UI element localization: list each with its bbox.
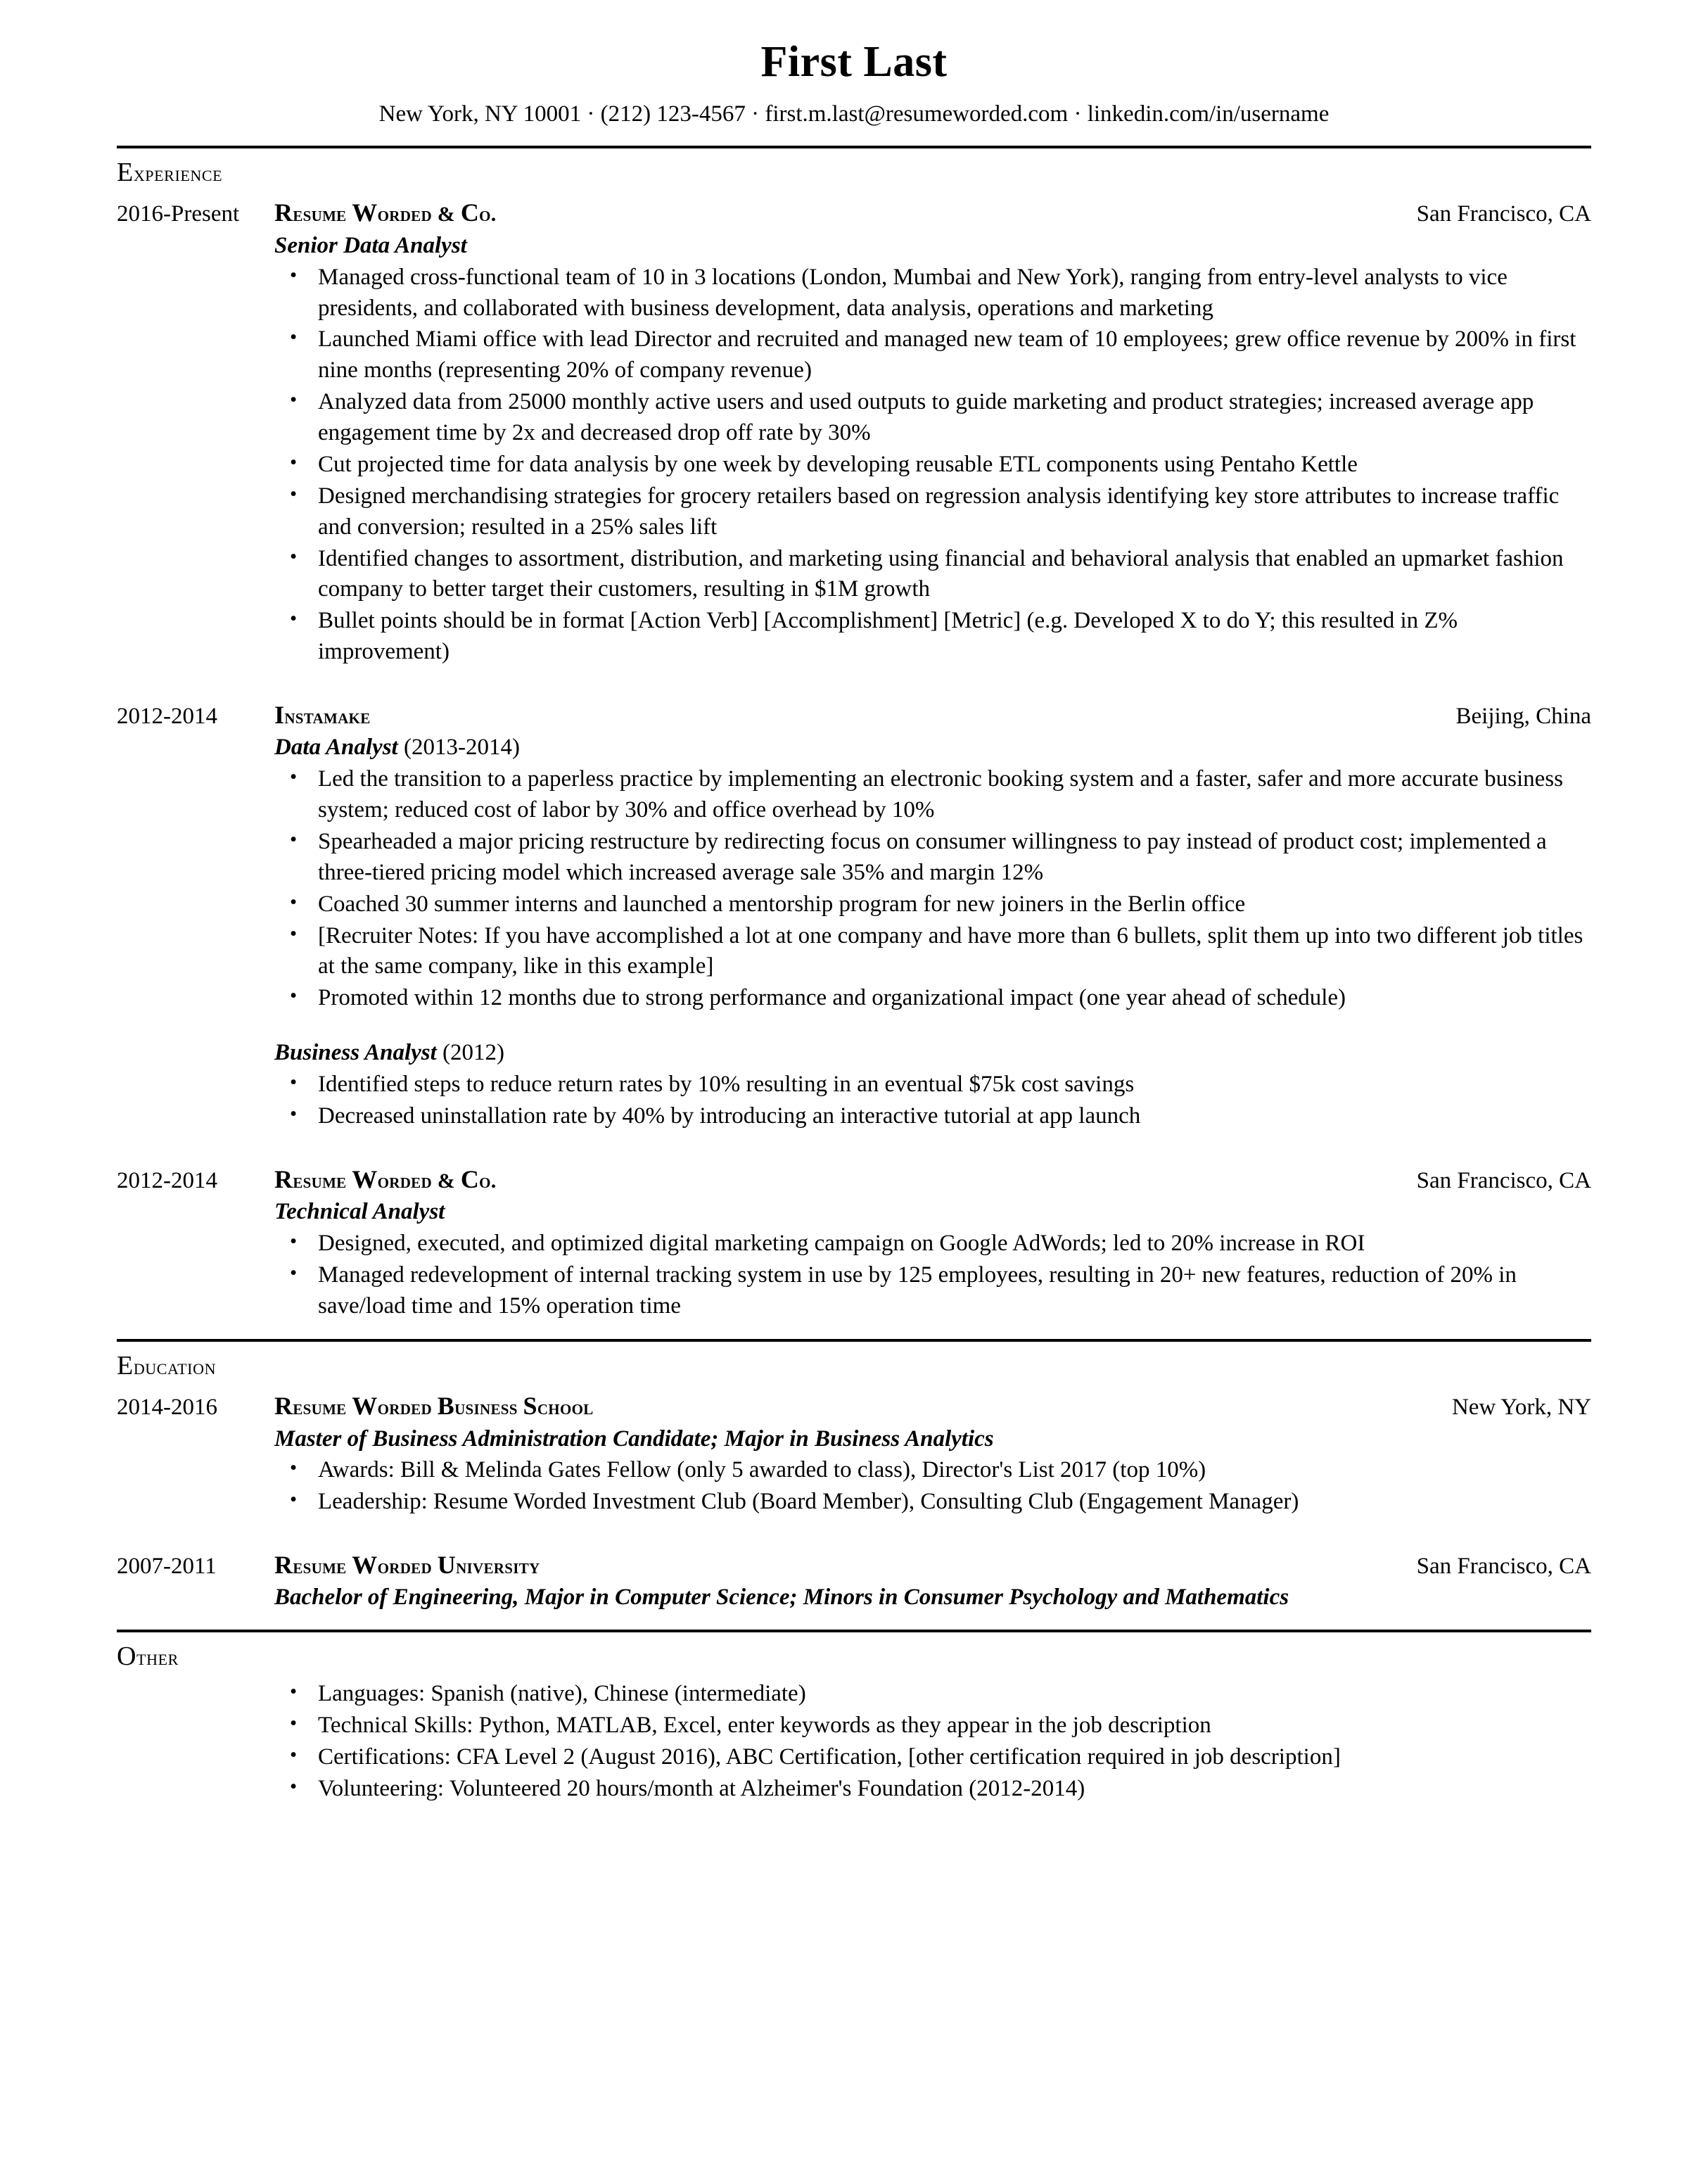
org-rest3: niversity xyxy=(456,1555,540,1579)
org-cap: R xyxy=(274,1551,293,1580)
education-degree-row xyxy=(274,1423,1591,1454)
section-heading-education-capital: E xyxy=(117,1350,134,1380)
experience-job-title: Data Analyst xyxy=(274,735,398,761)
experience-entry xyxy=(117,1164,1591,1322)
experience-dates: 2016-Present xyxy=(117,201,240,227)
bullet-item: • Promoted within 12 months due to strong performance and organizational impact (one year ahead of schedule) xyxy=(117,983,1591,1014)
experience-subrole-title-row xyxy=(274,1038,1591,1068)
experience-entry-header xyxy=(117,1164,1591,1195)
section-heading-experience-rest: xperience xyxy=(133,160,223,186)
section-heading-experience-capital: E xyxy=(117,157,134,187)
org-cap3: C xyxy=(460,198,480,227)
bullet-item: • Bullet points should be in format [Action Verb] [Accomplishment] [Metric] (e.g. Developed X to do Y; this resulted in Z% improvement) xyxy=(117,606,1591,668)
other-divider xyxy=(117,1630,1591,1632)
org-rest2: orded & xyxy=(377,1169,461,1193)
experience-entry xyxy=(117,197,1591,668)
org-cap2: W xyxy=(352,1551,378,1580)
bullet-item: • Managed cross-functional team of 10 in 3 locations (London, Mumbai and New York), ranging from entry-level analysts to vice presidents, and collaborated with business development, data analysis, operations and marketing xyxy=(117,262,1591,324)
org-cap3: C xyxy=(460,1164,480,1193)
spacer xyxy=(117,1518,1591,1539)
bullet-item: • [Recruiter Notes: If you have accomplished a lot at one company and have more than 6 bullets, split them up into two different job titles at the same company, like in this example] xyxy=(117,921,1591,983)
education-bullet-list xyxy=(117,1455,1591,1518)
bullet-item: • Awards: Bill & Melinda Gates Fellow (only 5 awarded to class), Director's List 2017 (top 10%) xyxy=(117,1455,1591,1486)
org-rest: esume xyxy=(293,1169,352,1193)
org-rest: esume xyxy=(293,203,352,227)
education-location: San Francisco, CA xyxy=(1416,1554,1591,1580)
bullet-item: • Languages: Spanish (native), Chinese (intermediate) xyxy=(117,1679,1591,1710)
org-cap3: U xyxy=(437,1551,457,1580)
education-entry-header xyxy=(117,1549,1591,1581)
bullet-item: • Identified steps to reduce return rates by 10% resulting in an eventual $75k cost savings xyxy=(117,1069,1591,1100)
org-rest3: o. xyxy=(479,1169,497,1193)
bullet-item: • Identified changes to assortment, distribution, and marketing using financial and behavioral analysis that enabled an upmarket fashion company to better target their customers, resulting in $1M growth xyxy=(117,544,1591,606)
experience-location: San Francisco, CA xyxy=(1416,1167,1591,1193)
org-cap4: S xyxy=(523,1392,537,1421)
org-rest2: orded xyxy=(377,1555,438,1579)
experience-job-title-years: (2013-2014) xyxy=(397,735,520,761)
bullet-item: • Technical Skills: Python, MATLAB, Excel, enter keywords as they appear in the job description xyxy=(117,1710,1591,1741)
experience-job-title-row xyxy=(274,229,1591,261)
education-entry xyxy=(117,1390,1591,1518)
bullet-item: • Coached 30 summer interns and launched a mentorship program for new joiners in the Berlin office xyxy=(117,889,1591,920)
org-rest4: chool xyxy=(537,1396,594,1420)
education-entry xyxy=(117,1549,1591,1613)
bullet-item: • Leadership: Resume Worded Investment Club (Board Member), Consulting Club (Engagement Manager) xyxy=(117,1487,1591,1518)
org-rest2: orded & xyxy=(377,203,461,227)
bullet-item: • Volunteering: Volunteered 20 hours/month at Alzheimer's Foundation (2012-2014) xyxy=(117,1774,1591,1805)
education-dates: 2014-2016 xyxy=(117,1395,217,1421)
education-degree: Master of Business Administration Candidate; Major in Business Analytics xyxy=(274,1426,994,1452)
experience-job-title-row xyxy=(274,1195,1591,1227)
experience-job-title: Technical Analyst xyxy=(274,1199,445,1225)
experience-job-title: Senior Data Analyst xyxy=(274,232,467,258)
org-cap: R xyxy=(274,1164,293,1193)
bullet-item: • Decreased uninstallation rate by 40% by introducing an interactive tutorial at app launch xyxy=(117,1101,1591,1132)
experience-location: Beijing, China xyxy=(1455,704,1591,729)
education-degree: Bachelor of Engineering, Major in Computer Science; Minors in Consumer Psychology and Mathematics xyxy=(274,1585,1289,1611)
education-location: New York, NY xyxy=(1451,1395,1591,1421)
bullet-item: • Launched Miami office with lead Director and recruited and managed new team of 10 employees; grew office revenue by 200% in first nine months (representing 20% of company revenue) xyxy=(117,324,1591,386)
experience-job-title-row xyxy=(274,731,1591,763)
spacer xyxy=(117,668,1591,690)
section-heading-education-rest: ducation xyxy=(133,1354,217,1379)
org-cap3: B xyxy=(437,1392,455,1421)
education-entry-header xyxy=(117,1390,1591,1422)
other-bullet-list xyxy=(117,1679,1591,1805)
candidate-name: First Last xyxy=(760,38,948,86)
experience-organization xyxy=(274,699,1456,731)
spacer xyxy=(117,1133,1591,1154)
education-divider xyxy=(117,1339,1591,1342)
experience-organization xyxy=(274,1164,1417,1195)
contact-line: New York, NY 10001 · (212) 123-4567 · first.m.last@resumeworded.com · linkedin.com/in/username xyxy=(378,101,1330,127)
bullet-item: • Managed redevelopment of internal tracking system in use by 125 employees, resulting in 20+ new features, reduction of 20% in save/load time and 15% operation time xyxy=(117,1260,1591,1322)
bullet-item: • Designed, executed, and optimized digital marketing campaign on Google AdWords; led to 20% increase in ROI xyxy=(117,1228,1591,1259)
education-organization xyxy=(274,1549,1417,1581)
education-degree-row xyxy=(274,1581,1591,1613)
experience-dates: 2012-2014 xyxy=(117,1167,217,1193)
education-organization xyxy=(274,1390,1452,1422)
org-cap2: W xyxy=(352,1392,378,1421)
org-cap: I xyxy=(274,701,285,729)
experience-subrole-years: (2012) xyxy=(436,1040,505,1066)
experience-location: San Francisco, CA xyxy=(1416,201,1591,227)
experience-subrole-bullet-list xyxy=(117,1069,1591,1132)
section-heading-other-rest: ther xyxy=(136,1645,179,1670)
section-heading-other-capital: O xyxy=(117,1642,137,1672)
experience-entry-header xyxy=(117,699,1591,731)
bullet-item: • Cut projected time for data analysis by one week by developing reusable ETL components using Pentaho Kettle xyxy=(117,450,1591,481)
org-cap2: W xyxy=(352,1164,378,1193)
org-rest3: o. xyxy=(479,203,497,227)
bullet-item: • Analyzed data from 25000 monthly active users and used outputs to guide marketing and product strategies; increased average app engagement time by 2x and decreased drop off rate by 30% xyxy=(117,387,1591,449)
org-rest: esume xyxy=(293,1555,352,1579)
org-rest2: orded xyxy=(377,1396,438,1420)
org-cap2: W xyxy=(352,198,378,227)
bullet-item: • Spearheaded a major pricing restructure by redirecting focus on consumer willingness to pay instead of product cost; implemented a three-tiered pricing model which increased average sale 35% and margin 12% xyxy=(117,827,1591,889)
bullet-item: • Certifications: CFA Level 2 (August 2016), ABC Certification, [other certification required in job description] xyxy=(117,1742,1591,1773)
org-cap: R xyxy=(274,1392,293,1421)
experience-bullet-list xyxy=(117,262,1591,668)
experience-bullet-list xyxy=(117,1228,1591,1322)
experience-subrole-title: Business Analyst xyxy=(274,1040,437,1066)
experience-organization xyxy=(274,197,1417,229)
org-rest: esume xyxy=(293,1396,352,1420)
experience-bullet-list xyxy=(117,764,1591,1014)
experience-dates: 2012-2014 xyxy=(117,704,217,729)
org-rest: nstamake xyxy=(284,705,371,728)
header-divider xyxy=(117,146,1591,148)
section-heading-education xyxy=(117,1352,1591,1381)
education-dates: 2007-2011 xyxy=(117,1554,217,1580)
bullet-item: • Led the transition to a paperless practice by implementing an electronic booking system and a faster, safer and more accurate business system; reduced cost of labor by 30% and office overhead by 10% xyxy=(117,764,1591,826)
experience-entry xyxy=(117,699,1591,1132)
bullet-item: • Designed merchandising strategies for grocery retailers based on regression analysis identifying key store attributes to increase traffic and conversion; resulted in a 25% sales lift xyxy=(117,481,1591,543)
section-heading-experience xyxy=(117,158,1591,188)
org-cap: R xyxy=(274,198,293,227)
experience-entry-header xyxy=(117,197,1591,229)
org-rest3: usiness xyxy=(454,1396,523,1420)
section-heading-other xyxy=(117,1642,1591,1672)
